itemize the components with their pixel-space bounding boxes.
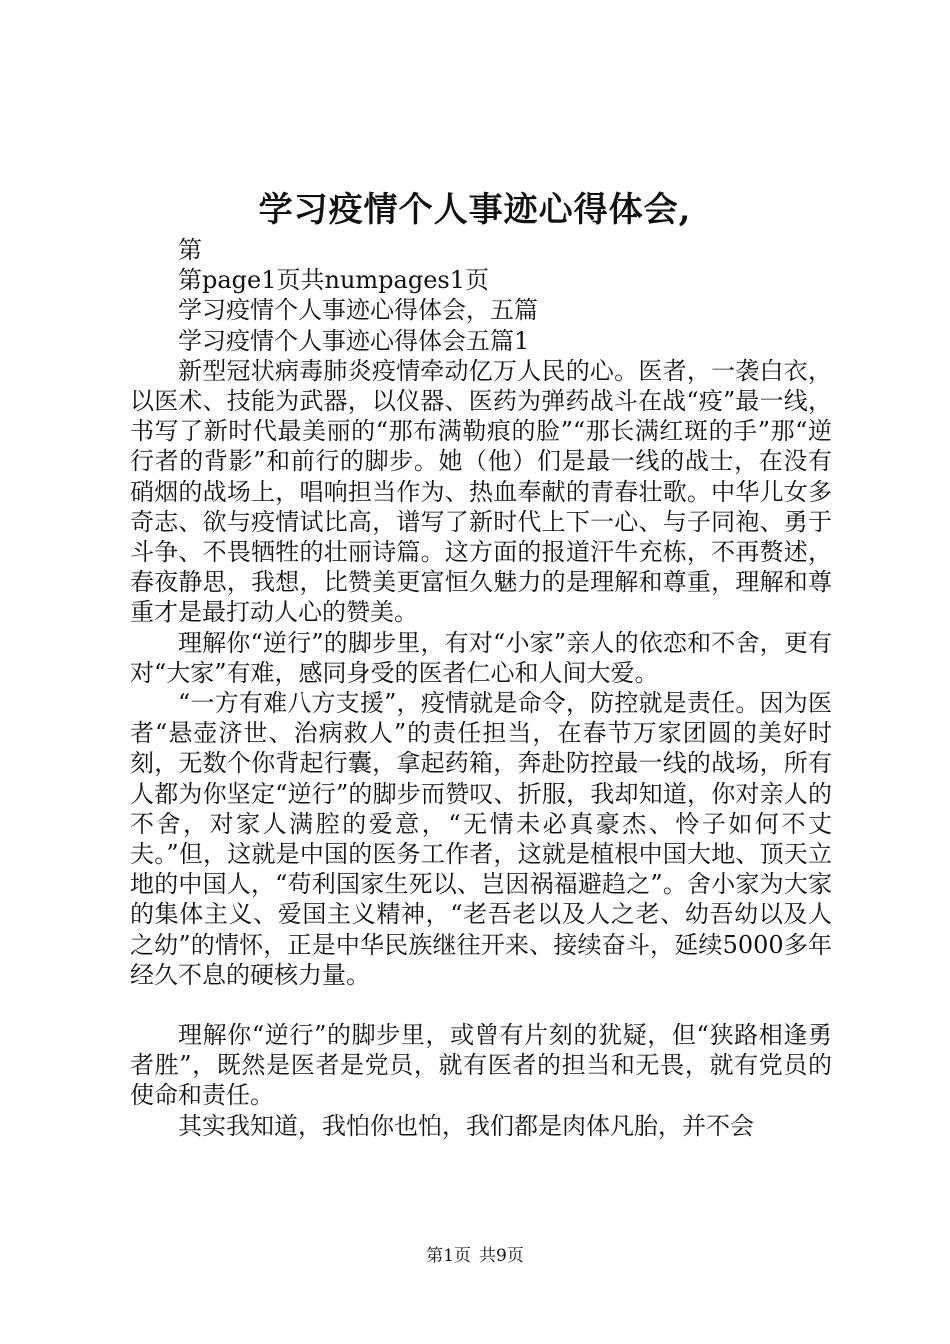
paragraph-2: 理解你“逆行”的脚步里，有对“小家”亲人的依恋和不舍，更有对“大家”有难，感同身受的医者仁心和人间大爱。 <box>130 628 832 687</box>
document-title: 学习疫情个人事迹心得体会, <box>258 190 692 230</box>
paragraph-5: 其实我知道，我怕你也怕，我们都是肉体凡胎，并不会 <box>178 1111 754 1140</box>
footer-page-number: 第1页 <box>426 1246 471 1266</box>
page-footer <box>0 1244 950 1268</box>
paragraph-spacer <box>130 990 832 1020</box>
footer-total-pages: 共9页 <box>479 1246 524 1266</box>
document-body <box>130 235 832 1141</box>
paragraph-1: 新型冠状病毒肺炎疫情牵动亿万人民的心。医者，一袭白衣，以医术、技能为武器，以仪器、医药为弹药战斗在战“疫”最一线，书写了新时代最美丽的“那布满勒痕的脸”“那长满红斑的手”那“逆行者的背影”和前行的脚步。她（他）们是最一线的战士，在没有硝烟的战场上，唱响担当作为、热血奉献的青春壮歌。中华儿女多奇志、欲与疫情试比高，谱写了新时代上下一心、与子同袍、勇于斗争、不畏牺牲的壮丽诗篇。这方面的报道汗牛充栋，不再赘述，春夜静思，我想，比赞美更富恒久魅力的是理解和尊重，理解和尊重才是最打动人心的赞美。 <box>130 356 832 627</box>
header-line-4: 学习疫情个人事迹心得体会五篇1 <box>178 326 530 355</box>
header-line-3: 学习疫情个人事迹心得体会，五篇 <box>178 296 538 325</box>
header-line-2: 第page1页共numpages1页 <box>178 266 490 295</box>
paragraph-3: “一方有难八方支援”，疫情就是命令，防控就是责任。因为医者“悬壶济世、治病救人”的责任担当，在春节万家团圆的美好时刻，无数个你背起行囊，拿起药箱，奔赴防控最一线的战场，所有人都为你坚定“逆行”的脚步而赞叹、折服，我却知道，你对亲人的不舍，对家人满腔的爱意，“无情未必真豪杰、怜子如何不丈夫。”但，这就是中国的医务工作者，这就是植根中国大地、顶天立地的中国人，“苟利国家生死以、岂因祸福避趋之”。舍小家为大家的集体主义、爱国主义精神，“老吾老以及人之老、幼吾幼以及人之幼”的情怀，正是中华民族继往开来、接续奋斗，延续5000多年经久不息的硬核力量。 <box>130 689 832 989</box>
header-line-1: 第 <box>178 236 202 264</box>
paragraph-4: 理解你“逆行”的脚步里，或曾有片刻的犹疑，但“狭路相逢勇者胜”，既然是医者是党员，就有医者的担当和无畏，就有党员的使命和责任。 <box>130 1021 832 1110</box>
